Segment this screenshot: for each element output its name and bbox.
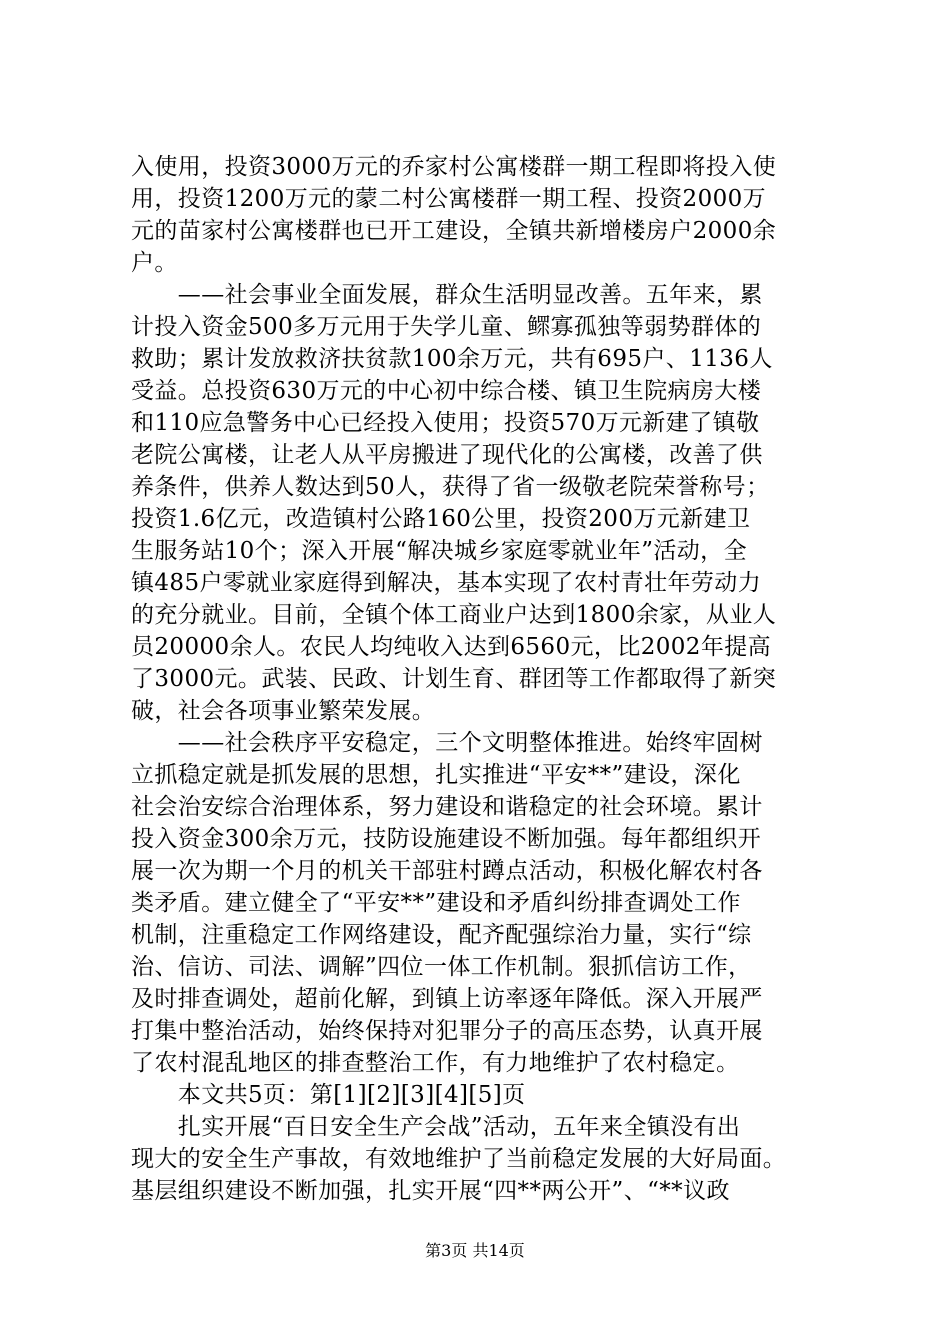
line-03: 元的苗家村公寓楼群也已开工建设，全镇共新增楼房户2000余 [131,218,777,244]
line-28: 打集中整治活动，始终保持对犯罪分子的高压态势，认真开展 [131,1018,763,1044]
line-07: 救助；累计发放救济扶贫款100余万元，共有695户、1136人 [131,346,773,372]
line-11: 养条件，供养人数达到50人，获得了省一级敬老院荣誉称号； [131,474,770,500]
line-09: 和110应急警务中心已经投入使用；投资570万元新建了镇敬 [131,410,760,436]
line-12: 投资1.6亿元，改造镇村公路160公里，投资200万元新建卫 [131,506,751,532]
line-14: 镇485户零就业家庭得到解决，基本实现了农村青壮年劳动力 [131,570,762,596]
line-25: 机制，注重稳定工作网络建设，配齐配强综治力量，实行“综 [131,922,752,948]
line-16: 员20000余人。农民人均纯收入达到6560元，比2002年提高 [131,634,772,660]
line-22: 投入资金300余万元，技防设施建设不断加强。每年都组织开 [131,826,762,852]
line-27: 及时排查调处，超前化解，到镇上访率逐年降低。深入开展严 [131,986,763,1012]
line-08: 受益。总投资630万元的中心初中综合楼、镇卫生院病房大楼 [131,378,762,404]
page-footer: 第3页 共14页 [425,1241,525,1260]
page-index-line: 本文共5页：第[1][2][3][4][5]页 [131,1082,526,1108]
line-13: 生服务站10个；深入开展“解决城乡家庭零就业年”活动，全 [131,538,747,564]
line-33: 基层组织建设不断加强，扎实开展“四**两公开”、“**议政 [131,1178,730,1204]
line-02: 用，投资1200万元的蒙二村公寓楼群一期工程、投资2000万 [131,186,767,212]
line-29: 了农村混乱地区的排查整治工作，有力地维护了农村稳定。 [131,1050,740,1076]
line-06: 计投入资金500多万元用于失学儿童、鳏寡孤独等弱势群体的 [131,314,762,340]
line-01: 入使用，投资3000万元的乔家村公寓楼群一期工程即将投入使 [131,154,777,180]
line-19: ——社会秩序平安稳定，三个文明整体推进。始终牢固树 [131,730,763,756]
line-31: 扎实开展“百日安全生产会战”活动，五年来全镇没有出 [131,1114,741,1140]
line-17: 了3000元。武装、民政、计划生育、群团等工作都取得了新突 [131,666,777,692]
line-32: 现大的安全生产事故，有效地维护了当前稳定发展的大好局面。 [131,1146,787,1172]
line-20: 立抓稳定就是抓发展的思想，扎实推进“平安**”建设，深化 [131,762,741,788]
line-18: 破，社会各项事业繁荣发展。 [131,698,436,724]
line-10: 老院公寓楼，让老人从平房搬进了现代化的公寓楼，改善了供 [131,442,763,468]
line-05: ——社会事业全面发展，群众生活明显改善。五年来，累 [131,282,763,308]
line-21: 社会治安综合治理体系，努力建设和谐稳定的社会环境。累计 [131,794,763,820]
line-04: 户。 [131,250,178,276]
line-15: 的充分就业。目前，全镇个体工商业户达到1800余家，从业人 [131,602,777,628]
line-24: 类矛盾。建立健全了“平安**”建设和矛盾纠纷排查调处工作 [131,890,741,916]
line-23: 展一次为期一个月的机关干部驻村蹲点活动，积极化解农村各 [131,858,763,884]
line-26: 治、信访、司法、调解”四位一体工作机制。狠抓信访工作， [131,954,752,980]
